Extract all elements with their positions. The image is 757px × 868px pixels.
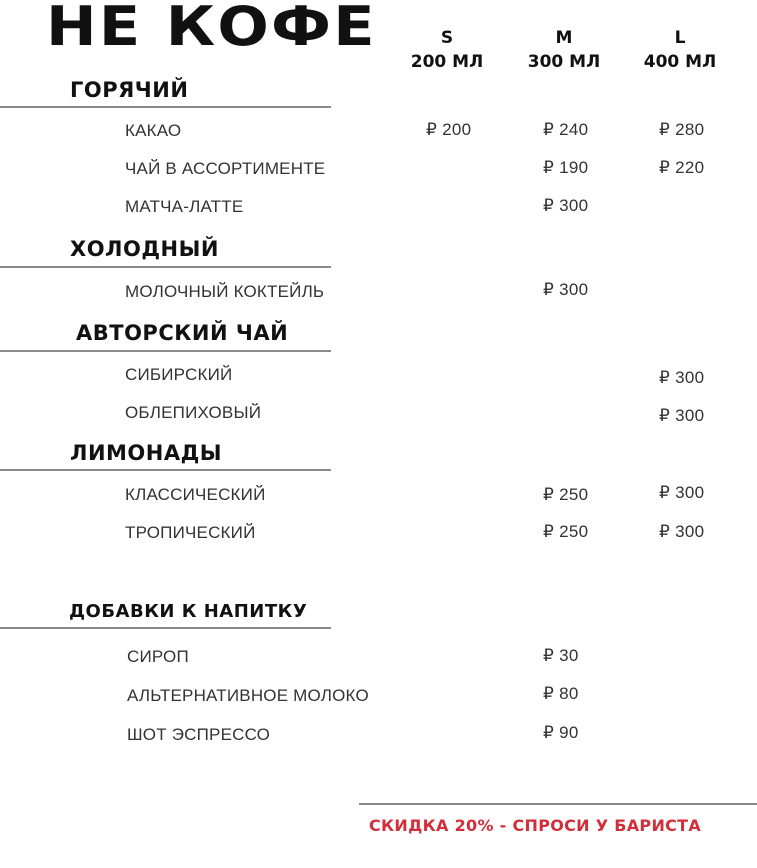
menu-item-name: ЧАЙ В АССОРТИМЕНТЕ xyxy=(125,159,326,178)
ruble-sign: ₽ xyxy=(543,120,555,139)
section-divider xyxy=(0,469,331,471)
price-m: ₽ 250 xyxy=(543,485,589,504)
ruble-sign: ₽ xyxy=(543,723,555,742)
price-m: ₽ 300 xyxy=(543,196,589,215)
footer-divider xyxy=(359,803,757,805)
section-title-cold: ХОЛОДНЫЙ xyxy=(70,237,219,261)
price-l: ₽ 300 xyxy=(659,406,705,425)
size-code: S xyxy=(440,28,454,48)
size-header-m xyxy=(514,26,614,74)
size-code: L xyxy=(674,28,686,48)
price-l: ₽ 300 xyxy=(659,483,705,502)
ruble-sign: ₽ xyxy=(543,280,555,299)
price-m: ₽ 80 xyxy=(543,684,579,703)
section-title-addons: ДОБАВКИ К НАПИТКУ xyxy=(69,601,308,622)
size-volume: 400 МЛ xyxy=(643,52,717,72)
promo-banner: СКИДКА 20% - СПРОСИ У БАРИСТА xyxy=(369,816,702,835)
price-l: ₽ 300 xyxy=(659,368,705,387)
ruble-sign: ₽ xyxy=(543,158,555,177)
price-m: ₽ 250 xyxy=(543,522,589,541)
ruble-sign: ₽ xyxy=(659,158,671,177)
menu-item-name: АЛЬТЕРНАТИВНОЕ МОЛОКО xyxy=(127,686,369,705)
price-l: ₽ 220 xyxy=(659,158,705,177)
menu-item-name: СИРОП xyxy=(127,647,189,666)
ruble-sign: ₽ xyxy=(659,483,671,502)
size-volume: 200 МЛ xyxy=(410,52,484,72)
size-header-s xyxy=(397,26,497,74)
section-divider xyxy=(0,266,331,268)
price-m: ₽ 300 xyxy=(543,280,589,299)
menu-item-name: ТРОПИЧЕСКИЙ xyxy=(125,523,256,542)
ruble-sign: ₽ xyxy=(543,485,555,504)
ruble-sign: ₽ xyxy=(426,120,438,139)
ruble-sign: ₽ xyxy=(659,522,671,541)
size-code: M xyxy=(555,28,573,48)
price-m: ₽ 190 xyxy=(543,158,589,177)
price-l: ₽ 300 xyxy=(659,522,705,541)
section-title-lemonades: ЛИМОНАДЫ xyxy=(70,441,223,465)
size-header-l xyxy=(630,26,730,74)
menu-item-name: ОБЛЕПИХОВЫЙ xyxy=(125,403,262,422)
menu-item-name: СИБИРСКИЙ xyxy=(125,365,233,384)
ruble-sign: ₽ xyxy=(659,368,671,387)
ruble-sign: ₽ xyxy=(543,196,555,215)
ruble-sign: ₽ xyxy=(659,406,671,425)
section-divider xyxy=(0,627,331,629)
ruble-sign: ₽ xyxy=(659,120,671,139)
section-title-signature-tea: АВТОРСКИЙ ЧАЙ xyxy=(76,321,289,345)
menu-item-name: МОЛОЧНЫЙ КОКТЕЙЛЬ xyxy=(125,282,325,301)
price-m: ₽ 90 xyxy=(543,723,579,742)
price-m: ₽ 30 xyxy=(543,646,579,665)
price-l: ₽ 280 xyxy=(659,120,705,139)
ruble-sign: ₽ xyxy=(543,522,555,541)
menu-item-name: МАТЧА-ЛАТТЕ xyxy=(125,197,244,216)
menu-item-name: ШОТ ЭСПРЕССО xyxy=(127,725,271,744)
price-m: ₽ 240 xyxy=(543,120,589,139)
section-divider xyxy=(0,106,331,108)
section-divider xyxy=(0,350,331,352)
section-title-hot: ГОРЯЧИЙ xyxy=(70,78,189,102)
menu-item-name: КЛАССИЧЕСКИЙ xyxy=(125,485,266,504)
ruble-sign: ₽ xyxy=(543,684,555,703)
menu-item-name: КАКАО xyxy=(125,121,182,140)
size-volume: 300 МЛ xyxy=(527,52,601,72)
ruble-sign: ₽ xyxy=(543,646,555,665)
page-title: НЕ КОФЕ xyxy=(46,0,377,58)
price-s: ₽ 200 xyxy=(426,120,472,139)
